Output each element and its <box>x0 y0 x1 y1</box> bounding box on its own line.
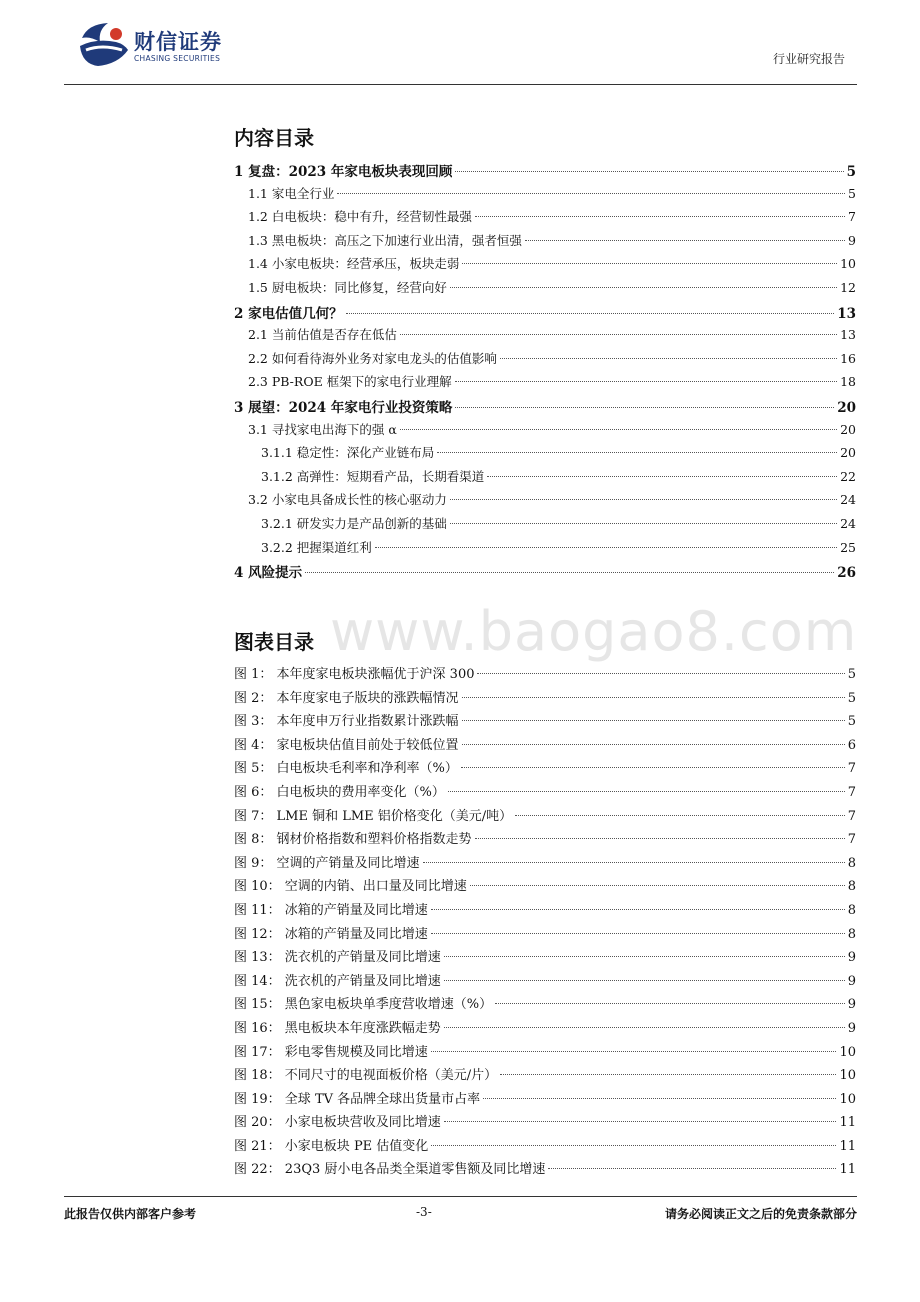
figure-entry[interactable] <box>234 1017 856 1041</box>
figure-entry-label: 图 3： 本年度申万行业指数累计涨跌幅 <box>234 714 459 730</box>
figure-entry-label: 图 18： 不同尺寸的电视面板价格（美元/片） <box>234 1068 498 1084</box>
dot-leader <box>450 499 837 500</box>
dot-leader <box>455 171 843 172</box>
figure-entry-page: 6 <box>847 737 856 753</box>
figure-entry-label: 图 6： 白电板块的费用率变化（%） <box>234 784 445 800</box>
dot-leader <box>375 547 837 548</box>
figure-entry-page: 5 <box>847 690 856 706</box>
toc-entry[interactable] <box>234 372 856 396</box>
figure-entry-label: 图 7： LME 铜和 LME 铝价格变化（美元/吨） <box>234 808 513 824</box>
figure-entry-page: 11 <box>839 1162 856 1178</box>
figure-entry-label: 图 15： 黑色家电板块单季度营收增速（%） <box>234 997 493 1013</box>
toc-entry[interactable] <box>234 420 856 444</box>
figure-entry[interactable] <box>234 1111 856 1135</box>
toc-entry-page: 9 <box>848 232 856 248</box>
figure-entry[interactable] <box>234 970 856 994</box>
toc-entry-label: 3.2.1 研发实力是产品创新的基础 <box>261 515 447 531</box>
toc-entry-page: 20 <box>837 399 856 416</box>
figure-entry-label: 图 10： 空调的内销、出口量及同比增速 <box>234 879 467 895</box>
figure-entry-page: 8 <box>847 902 856 918</box>
figure-entry[interactable] <box>234 781 856 805</box>
dot-leader <box>444 1027 845 1028</box>
figure-entry-label: 图 4： 家电板块估值目前处于较低位置 <box>234 737 459 753</box>
toc-entry-label: 1.5 厨电板块：同比修复，经营向好 <box>248 279 447 295</box>
toc-entry-label: 1.3 黑电板块：高压之下加速行业出清，强者恒强 <box>248 232 522 248</box>
dot-leader <box>444 956 845 957</box>
figure-entry-page: 10 <box>839 1068 856 1084</box>
figure-entry[interactable] <box>234 687 856 711</box>
footer-notice: 请务必阅读正文之后的免责条款部分 <box>664 1207 857 1221</box>
toc-entry[interactable] <box>234 561 856 585</box>
figure-entry[interactable] <box>234 828 856 852</box>
dot-leader <box>462 720 845 721</box>
dot-leader <box>444 1121 837 1122</box>
figure-entry-label: 图 20： 小家电板块营收及同比增速 <box>234 1115 441 1131</box>
toc-entry-label: 3.1.2 高弹性：短期看产品，长期看渠道 <box>261 468 485 484</box>
dot-leader <box>431 909 845 910</box>
toc-entry[interactable] <box>234 302 856 326</box>
dot-leader <box>444 980 845 981</box>
figure-entry-label: 图 22： 23Q3 厨小电各品类全渠道零售额及同比增速 <box>234 1162 546 1178</box>
figure-entry[interactable] <box>234 899 856 923</box>
logo-emblem-icon <box>78 20 130 68</box>
figure-entry-label: 图 13： 洗衣机的产销量及同比增速 <box>234 950 441 966</box>
figure-entry[interactable] <box>234 993 856 1017</box>
toc-entry-label: 3.2 小家电具备成长性的核心驱动力 <box>248 492 447 508</box>
dot-leader <box>477 673 844 674</box>
toc-entry-label: 1.4 小家电板块：经营承压，板块走弱 <box>248 256 460 272</box>
dot-leader <box>346 313 835 314</box>
company-logo <box>78 20 278 70</box>
toc-entry[interactable] <box>234 349 856 373</box>
toc-entry-page: 22 <box>840 468 856 484</box>
figure-entry-label: 图 12： 冰箱的产销量及同比增速 <box>234 926 428 942</box>
toc-entry[interactable] <box>234 160 856 184</box>
dot-leader <box>437 452 837 453</box>
watermark: www.baogao8.com <box>330 600 858 663</box>
dot-leader <box>337 193 845 194</box>
dot-leader <box>462 744 845 745</box>
figures-title: 图表目录 <box>234 630 314 654</box>
dot-leader <box>431 1145 836 1146</box>
figure-entry-page: 11 <box>839 1115 856 1131</box>
toc-entry-page: 25 <box>840 539 856 555</box>
figure-entry[interactable] <box>234 1158 856 1182</box>
figure-entry[interactable] <box>234 663 856 687</box>
report-type-label: 行业研究报告 <box>772 52 845 66</box>
figure-entry[interactable] <box>234 852 856 876</box>
figure-entry[interactable] <box>234 710 856 734</box>
figure-entry[interactable] <box>234 875 856 899</box>
dot-leader <box>450 287 837 288</box>
toc-entry[interactable] <box>234 490 856 514</box>
dot-leader <box>462 697 845 698</box>
dot-leader <box>431 933 845 934</box>
figure-entry-page: 7 <box>847 784 856 800</box>
toc-entry-page: 20 <box>840 421 856 437</box>
toc-entry-page: 20 <box>840 445 856 461</box>
page-number: -3- <box>416 1205 432 1219</box>
figure-entry[interactable] <box>234 1041 856 1065</box>
toc-entry-label: 3.1.1 稳定性：深化产业链布局 <box>261 445 435 461</box>
dot-leader <box>450 523 837 524</box>
figure-entry-page: 9 <box>847 973 856 989</box>
toc-entry-page: 13 <box>840 327 856 343</box>
toc-entry[interactable] <box>234 467 856 491</box>
toc-entry-page: 5 <box>848 185 856 201</box>
dot-leader <box>423 862 845 863</box>
toc-entry-page: 24 <box>840 515 856 531</box>
figure-entry[interactable] <box>234 734 856 758</box>
footer-disclaimer: 此报告仅供内部客户参考 <box>64 1207 197 1221</box>
figure-entry[interactable] <box>234 757 856 781</box>
figure-entry-label: 图 21： 小家电板块 PE 估值变化 <box>234 1138 429 1154</box>
toc-entry[interactable] <box>234 278 856 302</box>
dot-leader <box>470 885 845 886</box>
toc-entry[interactable] <box>234 207 856 231</box>
figure-entry-page: 11 <box>839 1138 856 1154</box>
dot-leader <box>462 263 837 264</box>
figure-entry[interactable] <box>234 923 856 947</box>
toc-entry[interactable] <box>234 184 856 208</box>
toc-entry[interactable] <box>234 538 856 562</box>
figure-entry-label: 图 19： 全球 TV 各品牌全球出货量市占率 <box>234 1091 481 1107</box>
figure-entry[interactable] <box>234 946 856 970</box>
figure-entry-page: 9 <box>847 1020 856 1036</box>
figure-entry-label: 图 8： 钢材价格指数和塑料价格指数走势 <box>234 832 472 848</box>
toc-entry[interactable] <box>234 514 856 538</box>
toc-entry-page: 10 <box>840 256 856 272</box>
dot-leader <box>455 407 834 408</box>
dot-leader <box>448 791 845 792</box>
toc-entry-page: 12 <box>840 279 856 295</box>
toc-entry[interactable] <box>234 231 856 255</box>
dot-leader <box>461 767 845 768</box>
figure-entry-page: 8 <box>847 879 856 895</box>
figure-entry[interactable] <box>234 805 856 829</box>
toc-entry[interactable] <box>234 443 856 467</box>
toc-entry-label: 4 风险提示 <box>234 565 303 582</box>
figure-entry-label: 图 11： 冰箱的产销量及同比增速 <box>234 902 428 918</box>
toc-entry-label: 3.1 寻找家电出海下的强 α <box>248 421 397 437</box>
figure-entry-label: 图 5： 白电板块毛利率和净利率（%） <box>234 761 458 777</box>
figure-entry-label: 图 1： 本年度家电板块涨幅优于沪深 300 <box>234 667 475 682</box>
dot-leader <box>515 815 845 816</box>
dot-leader <box>400 334 837 335</box>
toc-entry[interactable] <box>234 325 856 349</box>
figure-entry-page: 7 <box>847 808 856 824</box>
dot-leader <box>548 1168 836 1169</box>
figure-entry-label: 图 17： 彩电零售规模及同比增速 <box>234 1044 428 1060</box>
figure-entry[interactable] <box>234 1064 856 1088</box>
toc-entry-page: 5 <box>846 164 856 180</box>
figure-entry-page: 8 <box>847 926 856 942</box>
figure-entry[interactable] <box>234 1135 856 1159</box>
figure-entry-page: 7 <box>847 761 856 777</box>
dot-leader <box>495 1003 845 1004</box>
toc-entry-label: 2.1 当前估值是否存在低估 <box>248 327 397 343</box>
toc-entry-label: 1.1 家电全行业 <box>248 185 335 201</box>
figure-entry-page: 10 <box>839 1091 856 1107</box>
dot-leader <box>475 216 845 217</box>
figure-entry-label: 图 2： 本年度家电子版块的涨跌幅情况 <box>234 690 459 706</box>
figure-entry-page: 5 <box>847 714 856 730</box>
figure-entry-page: 10 <box>839 1044 856 1060</box>
toc-entry-label: 2.2 如何看待海外业务对家电龙头的估值影响 <box>248 350 497 366</box>
figure-entry-page: 7 <box>847 832 856 848</box>
dot-leader <box>475 838 845 839</box>
figure-entry-label: 图 16： 黑电板块本年度涨跌幅走势 <box>234 1020 441 1036</box>
dot-leader <box>400 429 837 430</box>
toc-entry-label: 3 展望：2024 年家电行业投资策略 <box>234 399 453 416</box>
logo-english-name: CHASING SECURITIES <box>134 54 221 63</box>
page-footer <box>64 1196 857 1221</box>
contents-title: 内容目录 <box>234 126 314 150</box>
toc-entry[interactable] <box>234 396 856 420</box>
figure-entry-label: 图 9： 空调的产销量及同比增速 <box>234 855 420 871</box>
toc-entry-page: 16 <box>840 350 856 366</box>
toc-entry-label: 2 家电估值几何？ <box>234 305 343 322</box>
dot-leader <box>500 358 837 359</box>
figure-entry-page: 5 <box>847 667 856 682</box>
dot-leader <box>431 1051 837 1052</box>
toc-entry-page: 26 <box>837 565 856 582</box>
toc-entry-page: 18 <box>840 374 856 390</box>
toc-entry-label: 1.2 白电板块：稳中有升，经营韧性最强 <box>248 209 472 225</box>
dot-leader <box>525 240 845 241</box>
figure-entry-page: 9 <box>847 997 856 1013</box>
list-of-figures <box>234 663 856 1182</box>
figure-entry[interactable] <box>234 1088 856 1112</box>
page-header <box>64 18 857 85</box>
toc-entry-label: 2.3 PB-ROE 框架下的家电行业理解 <box>248 374 452 390</box>
dot-leader <box>455 381 837 382</box>
table-of-contents <box>234 160 856 585</box>
figure-entry-page: 8 <box>847 855 856 871</box>
toc-entry-page: 7 <box>848 209 856 225</box>
dot-leader <box>305 572 834 573</box>
toc-entry-label: 1 复盘：2023 年家电板块表现回顾 <box>234 164 453 180</box>
dot-leader <box>500 1074 836 1075</box>
figure-entry-label: 图 14： 洗衣机的产销量及同比增速 <box>234 973 441 989</box>
toc-entry-label: 3.2.2 把握渠道红利 <box>261 539 372 555</box>
toc-entry-page: 24 <box>840 492 856 508</box>
dot-leader <box>487 476 837 477</box>
toc-entry-page: 13 <box>837 305 856 322</box>
toc-entry[interactable] <box>234 254 856 278</box>
dot-leader <box>483 1098 836 1099</box>
logo-chinese-name: 财信证券 <box>134 30 222 54</box>
figure-entry-page: 9 <box>847 950 856 966</box>
